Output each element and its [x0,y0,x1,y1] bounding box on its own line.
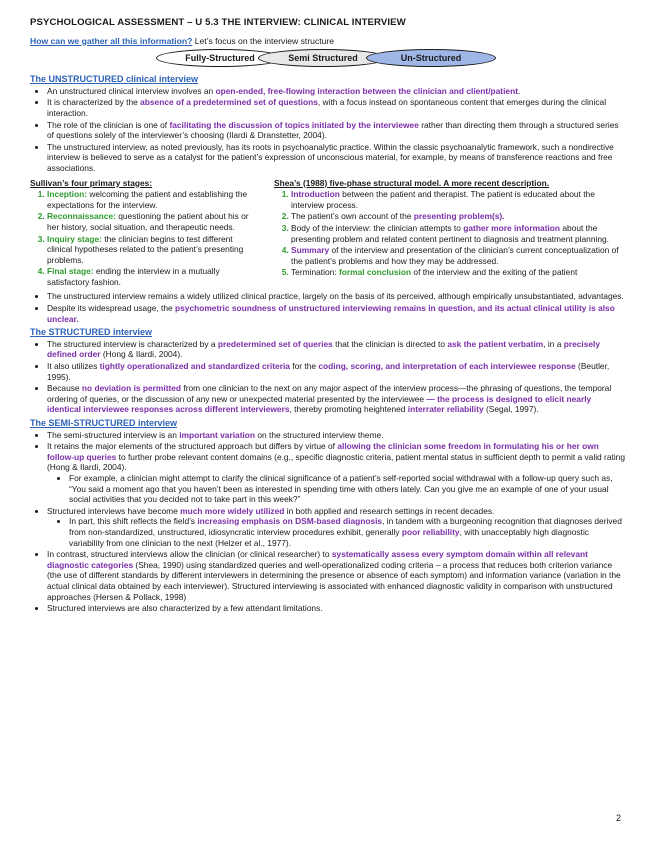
list-item: 3. Inquiry stage: the clinician begins to test different clinical hypotheses related to the patient’s presenting problems. [47,234,260,266]
unstructured-more-list [30,291,625,324]
list-item: • The role of the clinician is one of facilitating the discussion of topics initiated by the interviewee rather than directing them through a structured series of questions solely of the interviewer’s choosing (Ilardi & Dranstetter, 2004). [47,120,625,141]
sullivan-list [30,189,260,287]
list-item: 1. Inception: welcoming the patient and establishing the expectations for the interview. [47,189,260,210]
list-item: 5. Termination: formal conclusion of the interview and the exiting of the patient [291,267,625,278]
list-item: • It is characterized by the absence of a predetermined set of questions, with a focus instead on spontaneous content that emerges during the clinical interaction. [47,97,625,118]
intro-question-link[interactable]: How can we gather all this information? [30,35,193,46]
list-item: • Despite its widespread usage, the psychometric soundness of unstructured interviewing remains in question, and its actual clinical utility is also unclear. [47,303,625,324]
list-item: • It also utilizes tightly operationalized and standardized criteria for the coding, scoring, and interpretation of each interviewee response (Beutler, 1995). [47,361,625,382]
oval-fully-structured: Fully-Structured [156,49,284,67]
shea-title: Shea’s (1988) five-phase structural model. A more recent description. [274,177,550,188]
section-title-unstructured[interactable]: The UNSTRUCTURED clinical interview [30,74,199,85]
list-item: • In part, this shift reflects the field’s increasing emphasis on DSM-based diagnosis, in tandem with a burgeoning recognition that diagnoses derived from non-standardized, unstructured, idiosyncratic interview procedures exhibit, generally poor reliability, with unacceptably high diagnostic variability from one clinician to the next (Helzer et al., 1977). [69,516,625,548]
document-header: PSYCHOLOGICAL ASSESSMENT – U 5.3 THE INTERVIEW: CLINICAL INTERVIEW [30,17,406,28]
sullivan-stages [30,178,260,289]
intro-line [30,36,625,47]
list-item: • In contrast, structured interviews allow the clinician (or clinical researcher) to systematically assess every symptom domain within all relevant diagnostic categories (Shea, 1990) using standardized queries and well-operationalized coding criteria – a process that reduces both criterion variance (the use of different standards by different interviewers in determining the presence or absence of each symptom) and information variance (variation in the actual clinical data obtained by each interviewer). Structured interviewing is associated with enhanced diagnostic validity in comparison with unstructured approaches (Hersen & Pollack, 1998) [47,549,625,602]
list-item: • Because no deviation is permitted from one clinician to the next on any major aspect of the interview process—the phrasing of questions, the temporal ordering of queries, or the discussion of any new or unexpected material presented by the interviewee — the process is designed to elicit nearly identical interviewee responses across different interviewers, thereby promoting heightened interrater reliability (Segal, 1997). [47,383,625,415]
structured-list [30,339,625,415]
shea-list [274,189,625,278]
list-item: • An unstructured clinical interview involves an open-ended, free-flowing interaction between the clinician and client/patient. [47,86,625,97]
page-number: 2 [615,813,621,824]
list-item: 4. Final stage: ending the interview in a mutually satisfactory fashion. [47,266,260,287]
structure-ovals-diagram [30,49,625,71]
list-item: • For example, a clinician might attempt to clarify the clinical significance of a patient’s self-reported social withdrawal with a follow-up query such as, “You said a moment ago that you haven’t been as interested in spending time with others lately. Can you give me an example of one of your usual social activities that you decided not to take part in this week?” [69,473,625,505]
semi-structured-list [30,430,625,614]
section-title-structured[interactable]: The STRUCTURED interview [30,327,153,338]
list-item: • Structured interviews have become much more widely utilized in both applied and research settings in recent decades. • In part, this shift reflects the field’s increasing emphasis on DSM-based diagnosis, in tandem with a burgeoning recognition that diagnoses derived from non-standardized, unstructured, idiosyncratic interview procedures exhibit, generally poor reliability, with unacceptably high diagnostic variability from one clinician to the next (Helzer et al., 1977). [47,506,625,548]
semi-sub-list-2 [47,516,625,548]
intro-rest: Let’s focus on the interview structure [192,35,335,46]
list-item: 3. Body of the interview: the clinician attempts to gather more information about the presenting problem and related content pertinent to diagnosis and treatment planning. [291,223,625,244]
list-item: • Structured interviews are also characterized by a few attendant limitations. [47,603,625,614]
semi-sub-list-1 [47,473,625,505]
list-item: • The structured interview is characterized by a predetermined set of queries that the clinician is directed to ask the patient verbatim, in a precisely defined order (Hong & Ilardi, 2004). [47,339,625,360]
list-item: • The semi-structured interview is an important variation on the structured interview theme. [47,430,625,441]
list-item: 1. Introduction between the patient and therapist. The patient is educated about the interview process. [291,189,625,210]
list-item: • It retains the major elements of the structured approach but differs by virtue of allowing the clinician some freedom in formulating his or her own follow-up queries to further probe relevant content domains (e.g., specific diagnostic criteria, patient mental status in sufficient depth to permit a valid rating (Hong & Ilardi, 2004). • For example, a clinician might attempt to clarify the clinical significance of a patient’s self-reported social withdrawal with a follow-up query such as, “You said a moment ago that you haven’t been as interested in spending time with others lately. Can you give me an example of one of your usual social activities that you decided not to take part in this week?” [47,441,625,505]
shea-phases [274,178,625,289]
list-item: 4. Summary of the interview and presentation of the clinician’s current conceptualization of the patient’s problems and how they may be addressed. [291,245,625,266]
oval-semi-structured: Semi Structured [258,49,388,67]
sullivan-title: Sullivan’s four primary stages: [30,177,153,188]
list-item: 2. The patient’s own account of the presenting problem(s). [291,211,625,222]
list-item: 2. Reconnaissance: questioning the patient about his or her history, social situation, and therapeutic needs. [47,211,260,232]
stage-models [30,178,625,289]
section-title-semi-structured[interactable]: The SEMI-STRUCTURED interview [30,418,178,428]
list-item: • The unstructured interview, as noted previously, has its roots in psychoanalytic practice. Within the classic psychoanalytic framework, such a nondirective interview is believed to serve as a catalyst for the patient’s expression of unconscious material, for example, by means of transference reactions and free associations. [47,142,625,174]
unstructured-list [30,86,625,174]
oval-un-structured: Un-Structured [366,49,496,67]
list-item: • The unstructured interview remains a widely utilized clinical practice, largely on the basis of its perceived, although empirically unsubstantiated, advantages. [47,291,625,302]
